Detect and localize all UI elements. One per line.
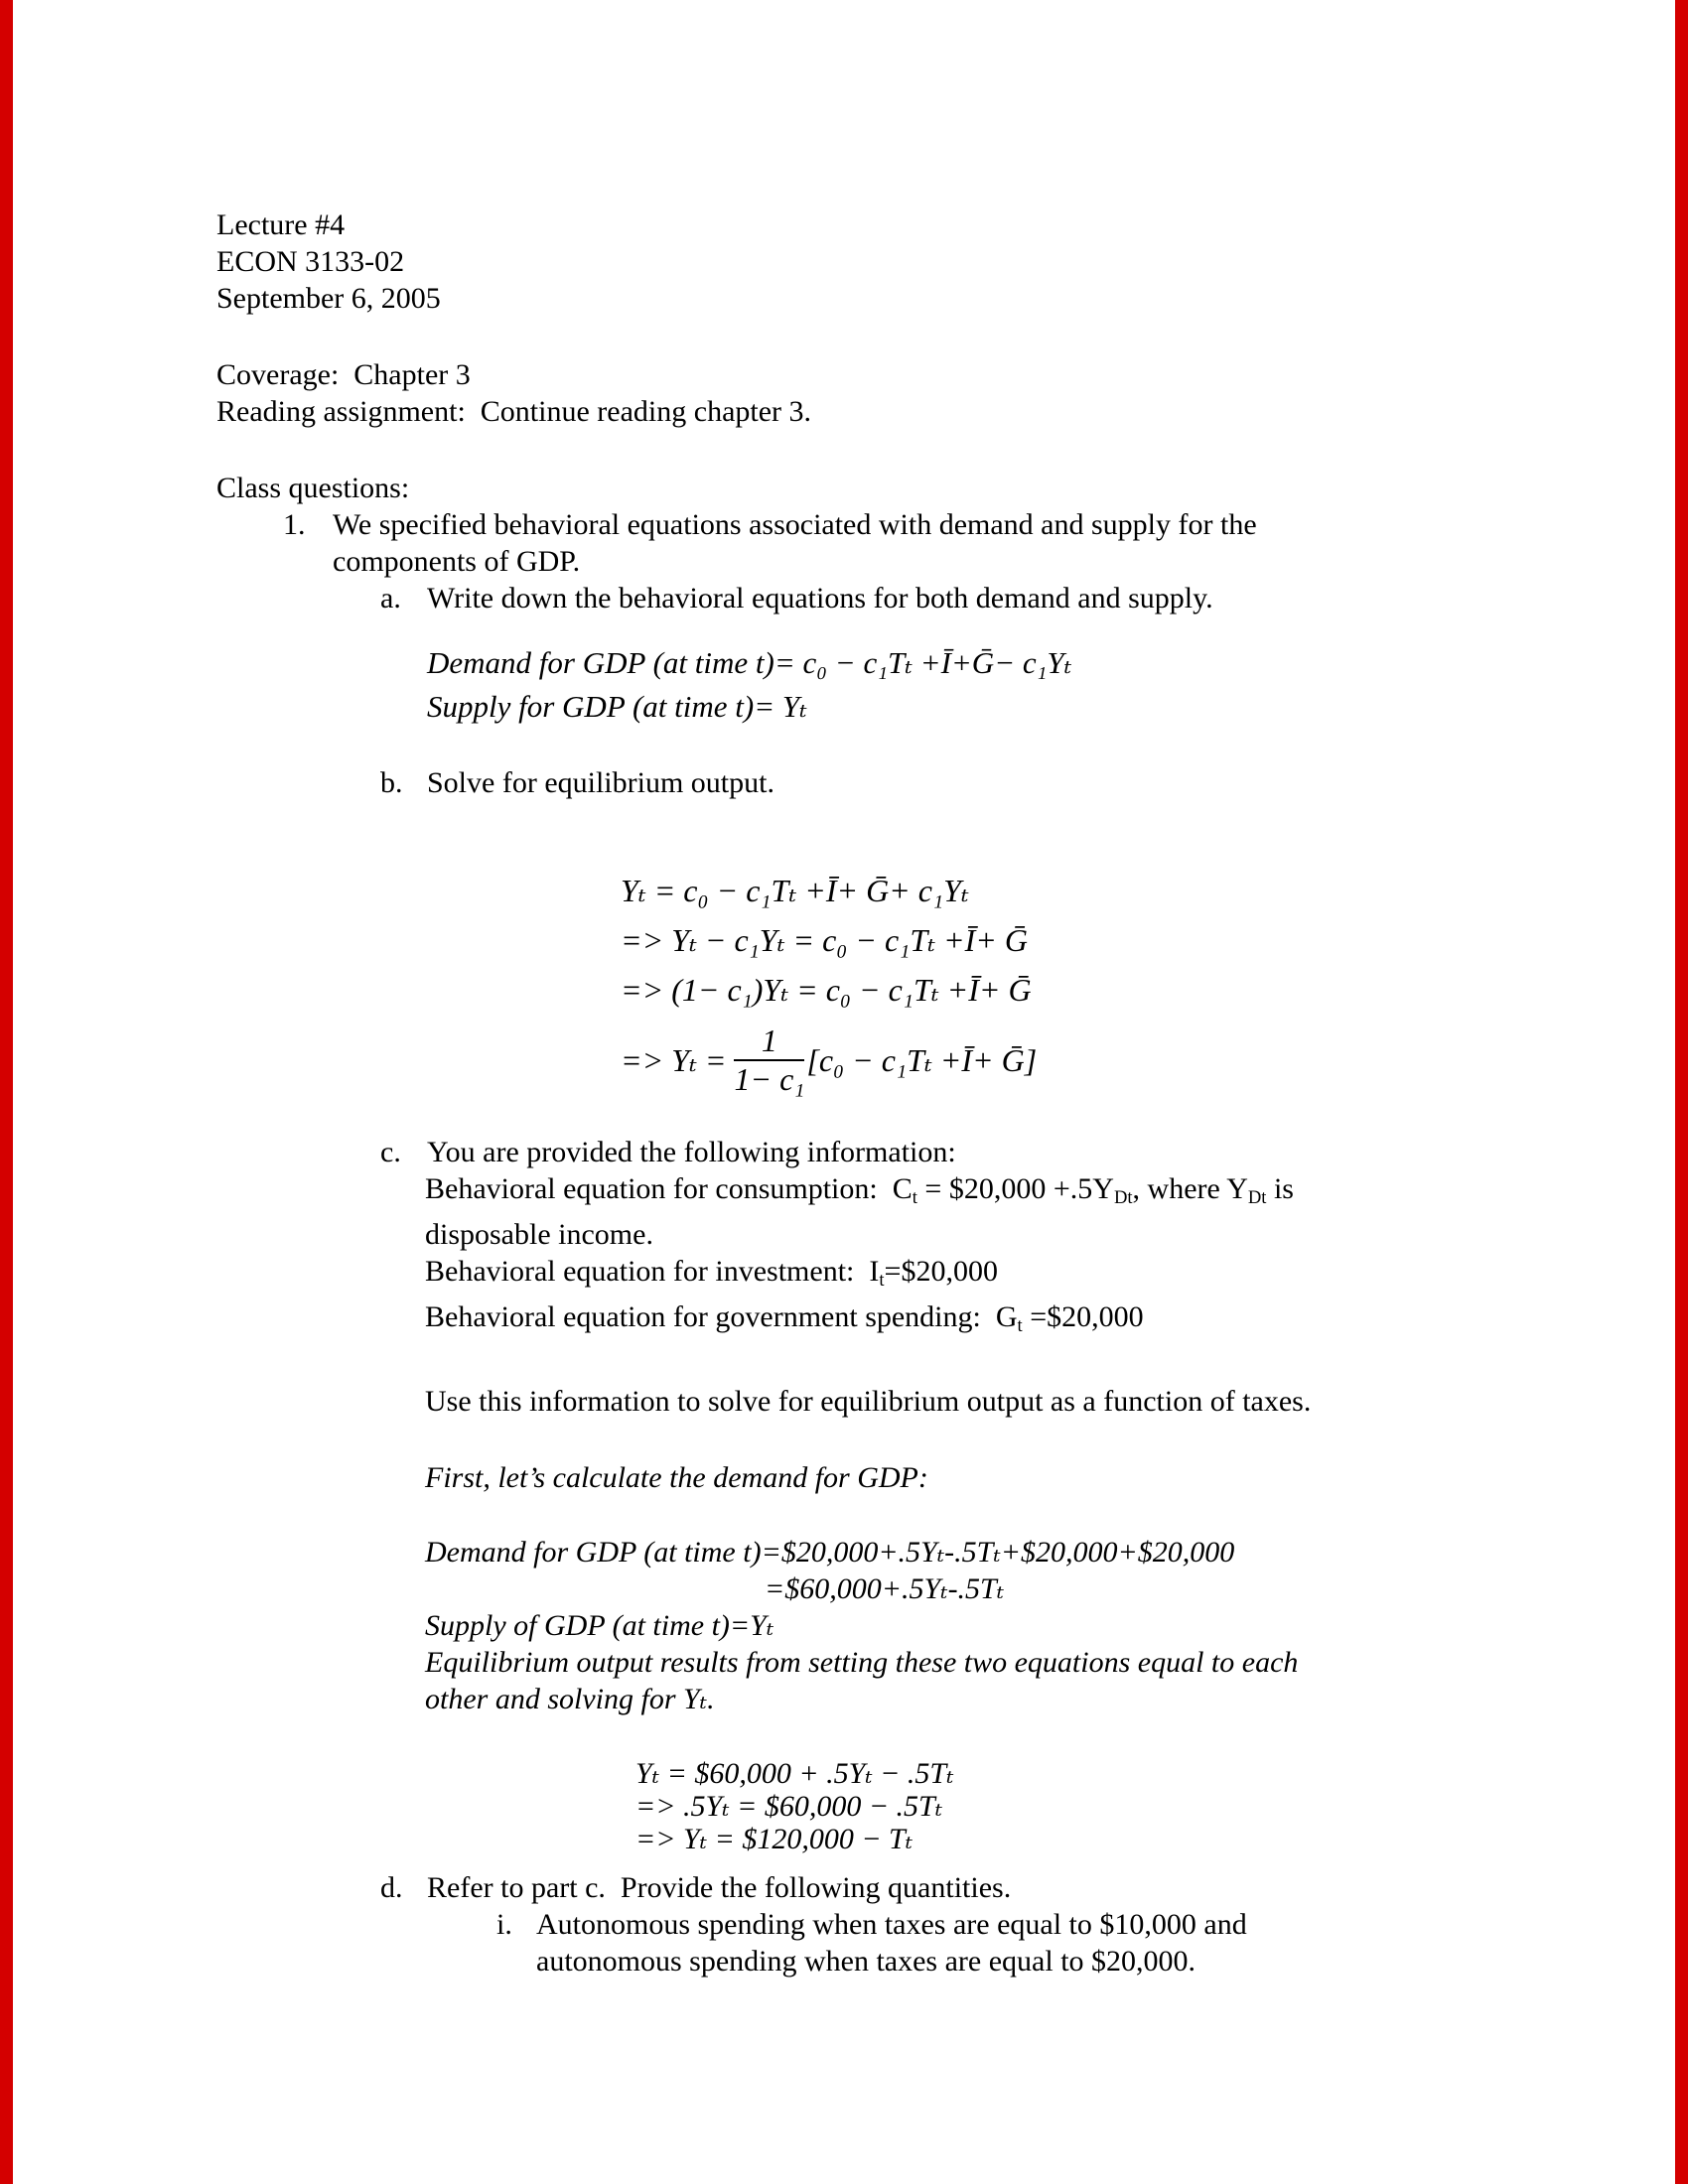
part-a-line bbox=[0, 580, 1688, 616]
spacer bbox=[0, 1855, 1688, 1869]
subscript: Dt bbox=[1247, 1187, 1267, 1209]
item-i-label: i. bbox=[496, 1907, 512, 1941]
spacer bbox=[0, 1345, 1688, 1383]
right-edge-bar bbox=[1675, 0, 1688, 2184]
equilibrium-text-line-2: other and solving for Yₜ. bbox=[425, 1682, 715, 1715]
equation-4-bracket-term: [c₀ − c₁Tₜ +Ī+ Ḡ] bbox=[806, 1042, 1038, 1078]
reading-assignment-line: Reading assignment: Continue reading chapter 3. bbox=[216, 395, 812, 428]
supply-gdp-line: Supply of GDP (at time t)=Yₜ bbox=[425, 1608, 774, 1642]
demand-gdp-line-1: Demand for GDP (at time t)=$20,000+.5Yₜ-.5Tₜ+$20,000+$20,000 bbox=[425, 1535, 1235, 1569]
part-a-supply-equation: Supply for GDP (at time t)= Yₜ bbox=[427, 689, 807, 724]
subscript: Dt bbox=[1113, 1187, 1133, 1209]
question-1-line-1 bbox=[0, 506, 1688, 543]
class-questions-heading: Class questions: bbox=[216, 472, 410, 504]
subscript: t bbox=[912, 1187, 917, 1209]
course-code: ECON 3133-02 bbox=[216, 245, 405, 278]
spacer bbox=[0, 317, 1688, 356]
spacer bbox=[0, 729, 1688, 764]
disposable-income-line: disposable income. bbox=[425, 1218, 653, 1252]
part-d-line bbox=[0, 1869, 1688, 1906]
consumption-equation-line bbox=[0, 1170, 1688, 1216]
spacer bbox=[0, 1717, 1688, 1757]
coverage-line: Coverage: Chapter 3 bbox=[216, 358, 471, 391]
question-1-text: We specified behavioral equations associated with demand and supply for the bbox=[333, 508, 1257, 541]
part-b-equation-2: => Yₜ − c₁Yₜ = c₀ − c₁Tₜ +Ī+ Ḡ bbox=[621, 922, 1028, 958]
lecture-date: September 6, 2005 bbox=[216, 282, 441, 315]
part-c-label: c. bbox=[380, 1136, 401, 1168]
spacer bbox=[0, 801, 1688, 866]
demand-gdp-line-2: =$60,000+.5Yₜ-.5Tₜ bbox=[765, 1571, 1005, 1605]
government-text: =$20,000 bbox=[1022, 1300, 1144, 1334]
part-b-label: b. bbox=[380, 766, 403, 799]
question-1-line-2: components of GDP. bbox=[333, 545, 581, 578]
part-b-line bbox=[0, 764, 1688, 801]
lecture-title: Lecture #4 bbox=[216, 208, 346, 241]
use-information-line: Use this information to solve for equilibrium output as a function of taxes. bbox=[425, 1384, 1312, 1418]
item-i-text: Autonomous spending when taxes are equal to $10,000 and bbox=[536, 1907, 1247, 1941]
spacer bbox=[0, 1420, 1688, 1459]
part-d-item-i-line-1 bbox=[0, 1906, 1688, 1943]
part-b-equation-4 bbox=[0, 1015, 1688, 1106]
part-c-equation-1: Yₜ = $60,000 + .5Yₜ − .5Tₜ bbox=[635, 1756, 954, 1790]
part-b-equation-1: Yₜ = c₀ − c₁Tₜ +Ī+ Ḡ+ c₁Yₜ bbox=[621, 873, 969, 908]
question-1-number: 1. bbox=[283, 508, 306, 541]
part-a-demand-equation: Demand for GDP (at time t)= c₀ − c₁Tₜ +Ī+Ḡ− c₁Yₜ bbox=[427, 645, 1072, 680]
investment-text: Behavioral equation for investment: I bbox=[425, 1255, 880, 1289]
part-b-equation-3: => (1− c₁)Yₜ = c₀ − c₁Tₜ +Ī+ Ḡ bbox=[621, 972, 1032, 1008]
spacer bbox=[0, 430, 1688, 470]
equation-4-prefix: => Yₜ = bbox=[621, 1042, 727, 1078]
subscript: t bbox=[1017, 1315, 1023, 1337]
consumption-text: is bbox=[1266, 1172, 1294, 1205]
investment-text: =$20,000 bbox=[884, 1255, 998, 1289]
spacer bbox=[0, 1496, 1688, 1534]
part-c-line bbox=[0, 1134, 1688, 1170]
consumption-text: = $20,000 +.5Y bbox=[916, 1172, 1114, 1205]
equilibrium-text-line-1: Equilibrium output results from setting these two equations equal to each bbox=[425, 1645, 1299, 1679]
part-a-label: a. bbox=[380, 582, 401, 614]
fraction-numerator: 1 bbox=[734, 1023, 804, 1061]
part-c-equation-2: => .5Yₜ = $60,000 − .5Tₜ bbox=[635, 1789, 943, 1823]
government-equation-line bbox=[0, 1298, 1688, 1344]
government-text: Behavioral equation for government spending: G bbox=[425, 1300, 1018, 1334]
consumption-text: Behavioral equation for consumption: C bbox=[425, 1172, 913, 1205]
part-b-text: Solve for equilibrium output. bbox=[427, 766, 774, 799]
part-d-text: Refer to part c. Provide the following quantities. bbox=[427, 1870, 1012, 1904]
equation-4-fraction bbox=[734, 1023, 804, 1098]
spacer bbox=[0, 1106, 1688, 1134]
subscript: t bbox=[879, 1270, 885, 1292]
part-c-equation-3: => Yₜ = $120,000 − Tₜ bbox=[635, 1822, 914, 1855]
part-d-label: d. bbox=[380, 1870, 403, 1904]
investment-equation-line bbox=[0, 1253, 1688, 1298]
left-edge-bar bbox=[0, 0, 13, 2184]
part-a-text: Write down the behavioral equations for both demand and supply. bbox=[427, 582, 1213, 614]
part-c-intro: You are provided the following information: bbox=[427, 1136, 956, 1168]
part-d-item-i-line-2: autonomous spending when taxes are equal to $20,000. bbox=[536, 1944, 1196, 1978]
fraction-denominator: 1− c₁ bbox=[734, 1061, 805, 1097]
consumption-text: , where Y bbox=[1132, 1172, 1248, 1205]
spacer bbox=[0, 616, 1688, 641]
first-calculate-line: First, let’s calculate the demand for GDP: bbox=[425, 1460, 928, 1494]
